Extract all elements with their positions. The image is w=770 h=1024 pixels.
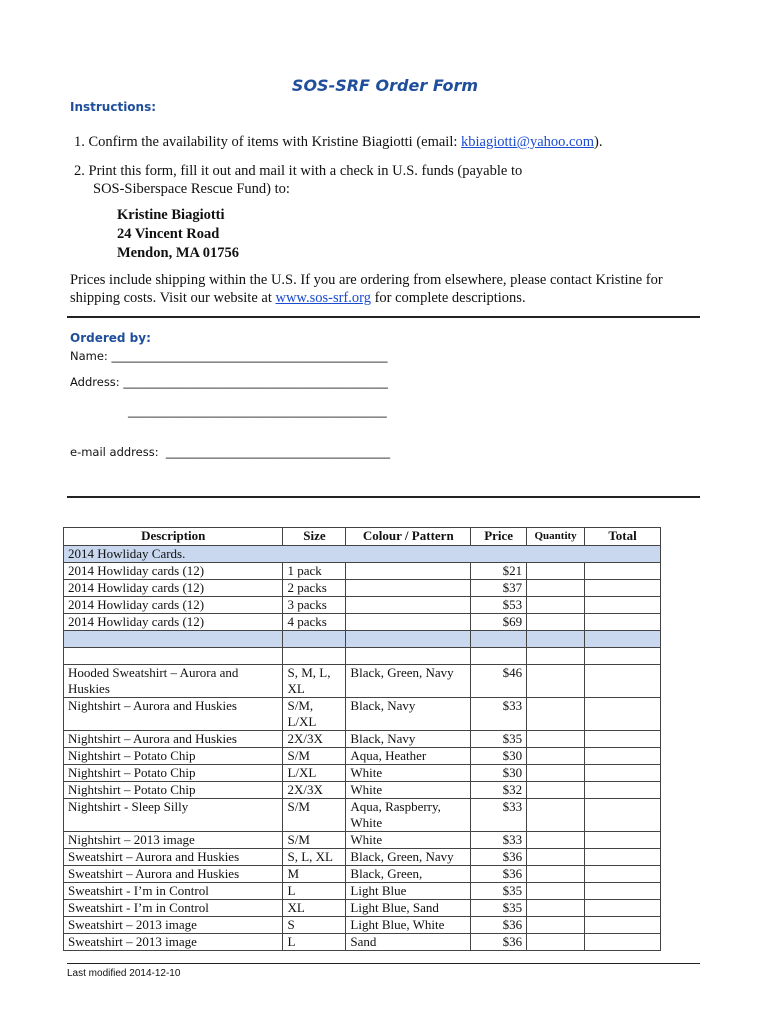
spacer-cell <box>585 648 661 665</box>
table-row <box>64 866 661 883</box>
cell-quantity-input[interactable] <box>527 917 585 934</box>
prices-note-line2-suffix: for complete descriptions. <box>370 290 526 306</box>
cell-size: 3 packs <box>283 597 346 614</box>
address-name: Kristine Biagiotti <box>117 207 225 223</box>
cell-total <box>585 563 661 580</box>
spacer-cell <box>64 648 283 665</box>
cell-colour <box>346 563 471 580</box>
page-title: SOS-SRF Order Form <box>291 76 479 95</box>
separator-row <box>64 631 661 648</box>
email-link[interactable]: kbiagiotti@yahoo.com <box>461 134 594 150</box>
cell-total <box>585 900 661 917</box>
header-quantity: Quantity <box>527 528 585 546</box>
cell-size: 2X/3X <box>283 782 346 799</box>
cell-price: $21 <box>471 563 527 580</box>
cell-total <box>585 849 661 866</box>
table-row <box>64 883 661 900</box>
separator-cell <box>346 631 471 648</box>
cell-size: S, L, XL <box>283 849 346 866</box>
cell-description: Sweatshirt – Aurora and Huskies <box>64 866 283 883</box>
email-field[interactable] <box>70 445 390 459</box>
group-label-row <box>64 546 661 563</box>
cell-colour: Light Blue, White <box>346 917 471 934</box>
prices-note-line1: Prices include shipping within the U.S. If you are ordering from elsewhere, please contact Kristine for <box>70 272 663 288</box>
cell-size: S/M, L/XL <box>283 698 346 731</box>
cell-size: S, M, L, XL <box>283 665 346 698</box>
name-blank: ________________________________________________ <box>111 349 388 363</box>
table-row <box>64 698 661 731</box>
spacer-cell <box>471 648 527 665</box>
cell-price: $36 <box>471 866 527 883</box>
table-row <box>64 782 661 799</box>
cell-total <box>585 614 661 631</box>
cell-description: Sweatshirt - I’m in Control <box>64 900 283 917</box>
cell-total <box>585 883 661 900</box>
cell-quantity-input[interactable] <box>527 731 585 748</box>
address-street: 24 Vincent Road <box>117 226 220 242</box>
cell-size: S <box>283 917 346 934</box>
cell-price: $37 <box>471 580 527 597</box>
cell-description: 2014 Howliday cards (12) <box>64 597 283 614</box>
email-label: e-mail address: <box>70 445 166 459</box>
cell-quantity-input[interactable] <box>527 799 585 832</box>
cell-quantity-input[interactable] <box>527 698 585 731</box>
table-row <box>64 832 661 849</box>
address-blank: ______________________________________________ <box>123 375 388 389</box>
instruction-step-2 <box>74 162 522 198</box>
cell-price: $36 <box>471 849 527 866</box>
name-label: Name: <box>70 349 112 363</box>
cell-colour <box>346 614 471 631</box>
cell-colour: Black, Navy <box>346 731 471 748</box>
cell-description: 2014 Howliday cards (12) <box>64 563 283 580</box>
prices-note-line2-prefix: shipping costs. Visit our website at <box>70 290 276 306</box>
separator-cell <box>585 631 661 648</box>
cell-size: L <box>283 934 346 951</box>
cell-description: Nightshirt – Aurora and Huskies <box>64 731 283 748</box>
divider-bottom <box>67 496 700 498</box>
address-field-line2[interactable]: _____________________________________________ <box>128 404 387 418</box>
table-row <box>64 799 661 832</box>
cell-total <box>585 799 661 832</box>
cell-total <box>585 698 661 731</box>
ordered-by-heading: Ordered by: <box>70 331 151 345</box>
address-field[interactable] <box>70 375 388 389</box>
cell-price: $33 <box>471 799 527 832</box>
header-size: Size <box>283 528 346 546</box>
cell-description: 2014 Howliday cards (12) <box>64 580 283 597</box>
cell-quantity-input[interactable] <box>527 765 585 782</box>
address-label: Address: <box>70 375 124 389</box>
separator-cell <box>283 631 346 648</box>
cell-size: L <box>283 883 346 900</box>
cell-description: Nightshirt – Potato Chip <box>64 765 283 782</box>
cell-price: $30 <box>471 748 527 765</box>
cell-colour: White <box>346 832 471 849</box>
cell-price: $33 <box>471 832 527 849</box>
spacer-row <box>64 648 661 665</box>
cell-price: $32 <box>471 782 527 799</box>
cell-price: $35 <box>471 883 527 900</box>
table-row <box>64 614 661 631</box>
cell-colour: Black, Green, <box>346 866 471 883</box>
divider-top <box>67 316 700 318</box>
cell-quantity-input[interactable] <box>527 614 585 631</box>
prices-note <box>70 271 663 307</box>
separator-cell <box>527 631 585 648</box>
cell-total <box>585 866 661 883</box>
table-row <box>64 849 661 866</box>
cell-size: XL <box>283 900 346 917</box>
cell-colour: White <box>346 765 471 782</box>
cell-colour: Sand <box>346 934 471 951</box>
cell-quantity-input[interactable] <box>527 597 585 614</box>
last-modified: Last modified 2014-12-10 <box>67 968 181 979</box>
cell-quantity-input[interactable] <box>527 900 585 917</box>
cell-description: Nightshirt – Potato Chip <box>64 748 283 765</box>
cell-quantity-input[interactable] <box>527 883 585 900</box>
cell-total <box>585 782 661 799</box>
address-city: Mendon, MA 01756 <box>117 245 240 261</box>
cell-colour: Aqua, Raspberry, White <box>346 799 471 832</box>
cell-description: Nightshirt – Aurora and Huskies <box>64 698 283 731</box>
cell-size: 1 pack <box>283 563 346 580</box>
cell-total <box>585 731 661 748</box>
step1-prefix: 1. Confirm the availability of items with Kristine Biagiotti (email: <box>74 134 462 150</box>
cell-size: 2X/3X <box>283 731 346 748</box>
table-row <box>64 731 661 748</box>
header-price: Price <box>471 528 527 546</box>
cell-quantity-input[interactable] <box>527 563 585 580</box>
cell-colour <box>346 580 471 597</box>
cell-description: Nightshirt – 2013 image <box>64 832 283 849</box>
cell-description: 2014 Howliday cards (12) <box>64 614 283 631</box>
table-row <box>64 765 661 782</box>
cell-colour: Light Blue <box>346 883 471 900</box>
cell-description: Nightshirt - Sleep Silly <box>64 799 283 832</box>
cell-quantity-input[interactable] <box>527 665 585 698</box>
order-items-table <box>63 527 661 951</box>
cell-total <box>585 597 661 614</box>
cell-size: L/XL <box>283 765 346 782</box>
cell-size: S/M <box>283 832 346 849</box>
cell-quantity-input[interactable] <box>527 748 585 765</box>
cell-description: Sweatshirt – 2013 image <box>64 917 283 934</box>
cell-colour: Black, Green, Navy <box>346 665 471 698</box>
cell-size: S/M <box>283 799 346 832</box>
cell-size: S/M <box>283 748 346 765</box>
cell-price: $35 <box>471 900 527 917</box>
cell-quantity-input[interactable] <box>527 849 585 866</box>
table-row <box>64 597 661 614</box>
cell-colour: Black, Green, Navy <box>346 849 471 866</box>
email-blank: _______________________________________ <box>165 445 391 459</box>
cell-colour: Black, Navy <box>346 698 471 731</box>
cell-size: 2 packs <box>283 580 346 597</box>
table-row <box>64 900 661 917</box>
header-colour: Colour / Pattern <box>346 528 471 546</box>
table-row <box>64 934 661 951</box>
table-row <box>64 748 661 765</box>
cell-price: $36 <box>471 934 527 951</box>
cell-description: Nightshirt – Potato Chip <box>64 782 283 799</box>
header-description: Description <box>64 528 283 546</box>
separator-cell <box>471 631 527 648</box>
group-label: 2014 Howliday Cards. <box>64 546 661 563</box>
cell-quantity-input[interactable] <box>527 832 585 849</box>
cell-total <box>585 832 661 849</box>
instruction-step-1 <box>74 133 602 151</box>
cell-quantity-input[interactable] <box>527 866 585 883</box>
cell-quantity-input[interactable] <box>527 934 585 951</box>
cell-total <box>585 934 661 951</box>
cell-price: $35 <box>471 731 527 748</box>
cell-total <box>585 917 661 934</box>
website-link[interactable]: www.sos-srf.org <box>275 290 371 306</box>
prices-note-line2 <box>70 289 663 307</box>
cell-size: M <box>283 866 346 883</box>
mailing-address <box>117 206 239 263</box>
cell-price: $30 <box>471 765 527 782</box>
cell-price: $33 <box>471 698 527 731</box>
cell-description: Hooded Sweatshirt – Aurora and Huskies <box>64 665 283 698</box>
cell-colour <box>346 597 471 614</box>
cell-colour: White <box>346 782 471 799</box>
cell-price: $36 <box>471 917 527 934</box>
cell-quantity-input[interactable] <box>527 580 585 597</box>
instructions-heading: Instructions: <box>70 100 157 114</box>
table-row <box>64 665 661 698</box>
step1-suffix: ). <box>593 134 603 150</box>
spacer-cell <box>283 648 346 665</box>
cell-price: $46 <box>471 665 527 698</box>
cell-total <box>585 748 661 765</box>
table-row <box>64 563 661 580</box>
cell-total <box>585 765 661 782</box>
cell-price: $53 <box>471 597 527 614</box>
cell-colour: Aqua, Heather <box>346 748 471 765</box>
cell-description: Sweatshirt – Aurora and Huskies <box>64 849 283 866</box>
cell-size: 4 packs <box>283 614 346 631</box>
cell-description: Sweatshirt – 2013 image <box>64 934 283 951</box>
footer-divider <box>67 963 700 964</box>
cell-colour: Light Blue, Sand <box>346 900 471 917</box>
step2-line1: 2. Print this form, fill it out and mail it with a check in U.S. funds (payable to <box>74 163 523 179</box>
cell-total <box>585 580 661 597</box>
name-field[interactable] <box>70 349 387 363</box>
cell-price: $69 <box>471 614 527 631</box>
separator-cell <box>64 631 283 648</box>
cell-description: Sweatshirt - I’m in Control <box>64 883 283 900</box>
cell-quantity-input[interactable] <box>527 782 585 799</box>
header-total: Total <box>585 528 661 546</box>
spacer-cell <box>346 648 471 665</box>
table-row <box>64 917 661 934</box>
table-header-row <box>64 528 661 546</box>
step2-line2: SOS-Siberspace Rescue Fund) to: <box>93 181 290 197</box>
cell-total <box>585 665 661 698</box>
table-row <box>64 580 661 597</box>
spacer-cell <box>527 648 585 665</box>
